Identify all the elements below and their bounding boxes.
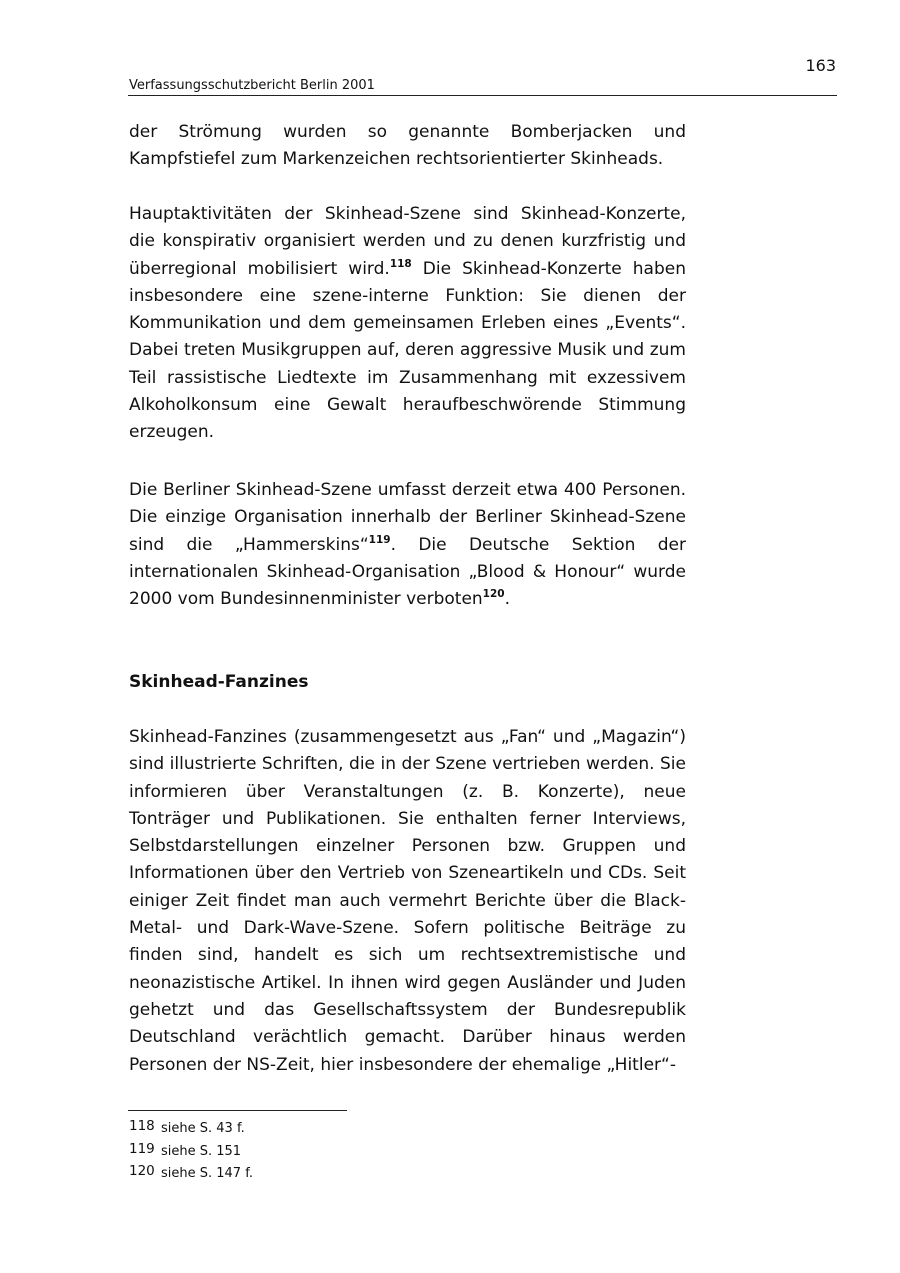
footnote-119 xyxy=(129,1140,253,1166)
section-heading: Skinhead-Fanzines xyxy=(129,672,309,692)
footnote-list xyxy=(129,1120,253,1188)
footnote-number: 118 xyxy=(129,1118,155,1134)
footnote-120 xyxy=(129,1165,253,1188)
paragraph-3-text-b: . Die Deutsche Sektion der internationalen Skinhead-Organisation „Blood & Honour“ wurde 2000 vom Bundesinnenminister verboten xyxy=(129,534,686,610)
footnote-118 xyxy=(129,1120,253,1143)
footnote-text: siehe S. 147 f. xyxy=(161,1166,253,1181)
page-number: 163 xyxy=(805,56,836,75)
footnote-text: siehe S. 151 xyxy=(161,1143,242,1159)
footnote-text: siehe S. 43 f. xyxy=(161,1121,245,1136)
footnote-number: 120 xyxy=(129,1163,155,1179)
paragraph-4: Skinhead-Fanzines (zusammengesetzt aus „Fan“ und „Magazin“) sind illustrierte Schriften, die in der Szene vertrieben werden. Sie informieren über Veranstaltungen (z. B. Konzerte), neue Tonträger und Publikationen. Sie enthalten ferner Interviews, Selbstdarstellungen einzelner Personen bzw. Gruppen und Informationen über den Vertrieb von Szeneartikeln und CDs. Seit einiger Zeit findet man auch vermehrt Berichte über die Black-Metal- und Dark-Wave-Szene. Sofern politische Beiträge zu finden sind, handelt es sich um rechtsextremistische und neonazistische Artikel. In ihnen wird gegen Ausländer und Juden gehetzt und das Gesellschaftssystem der Bundesrepublik Deutschland verächtlich gemacht. Darüber hinaus werden Personen der NS-Zeit, hier insbesondere der ehemalige „Hitler“- xyxy=(129,727,686,1075)
footnote-ref-119: 119 xyxy=(368,533,391,546)
footnote-number: 119 xyxy=(129,1140,155,1157)
paragraph-2 xyxy=(129,201,686,447)
paragraph-2-text-b: Die Skinhead-Konzerte haben insbesondere eine szene-interne Funktion: Sie dienen der Kommunikation und dem gemeinsamen Erleben eines „Events“. Dabei treten Musikgruppen auf, deren aggressive Musik und zum Teil rassistische Liedtexte im Zusammenhang mit exzessivem Alkoholkonsum eine Gewalt heraufbeschwörende Stimmung erzeugen. xyxy=(129,258,686,443)
paragraph-1: der Strömung wurden so genannte Bomberjacken und Kampfstiefel zum Markenzeichen rechtsorientierter Skinheads. xyxy=(129,122,686,170)
footnote-rule xyxy=(128,1110,347,1111)
footnote-ref-120: 120 xyxy=(482,588,505,601)
paragraph-3 xyxy=(129,477,686,613)
running-header-title: Verfassungsschutzbericht Berlin 2001 xyxy=(129,78,375,93)
footnote-ref-118: 118 xyxy=(389,257,412,270)
paragraph-3-text-a: Die Berliner Skinhead-Szene umfasst derzeit etwa 400 Personen. Die einzige Organisation innerhalb der Berliner Skinhead-Szene sind die „Hammerskins“ xyxy=(129,480,686,555)
header-rule xyxy=(128,95,837,96)
paragraph-3-text-c: . xyxy=(504,589,510,610)
paragraph-2-text-a: Hauptaktivitäten der Skinhead-Szene sind Skinhead-Konzerte, die konspirativ organisiert werden und zu denen kurzfristig und überregional mobilisiert wird. xyxy=(129,204,686,279)
